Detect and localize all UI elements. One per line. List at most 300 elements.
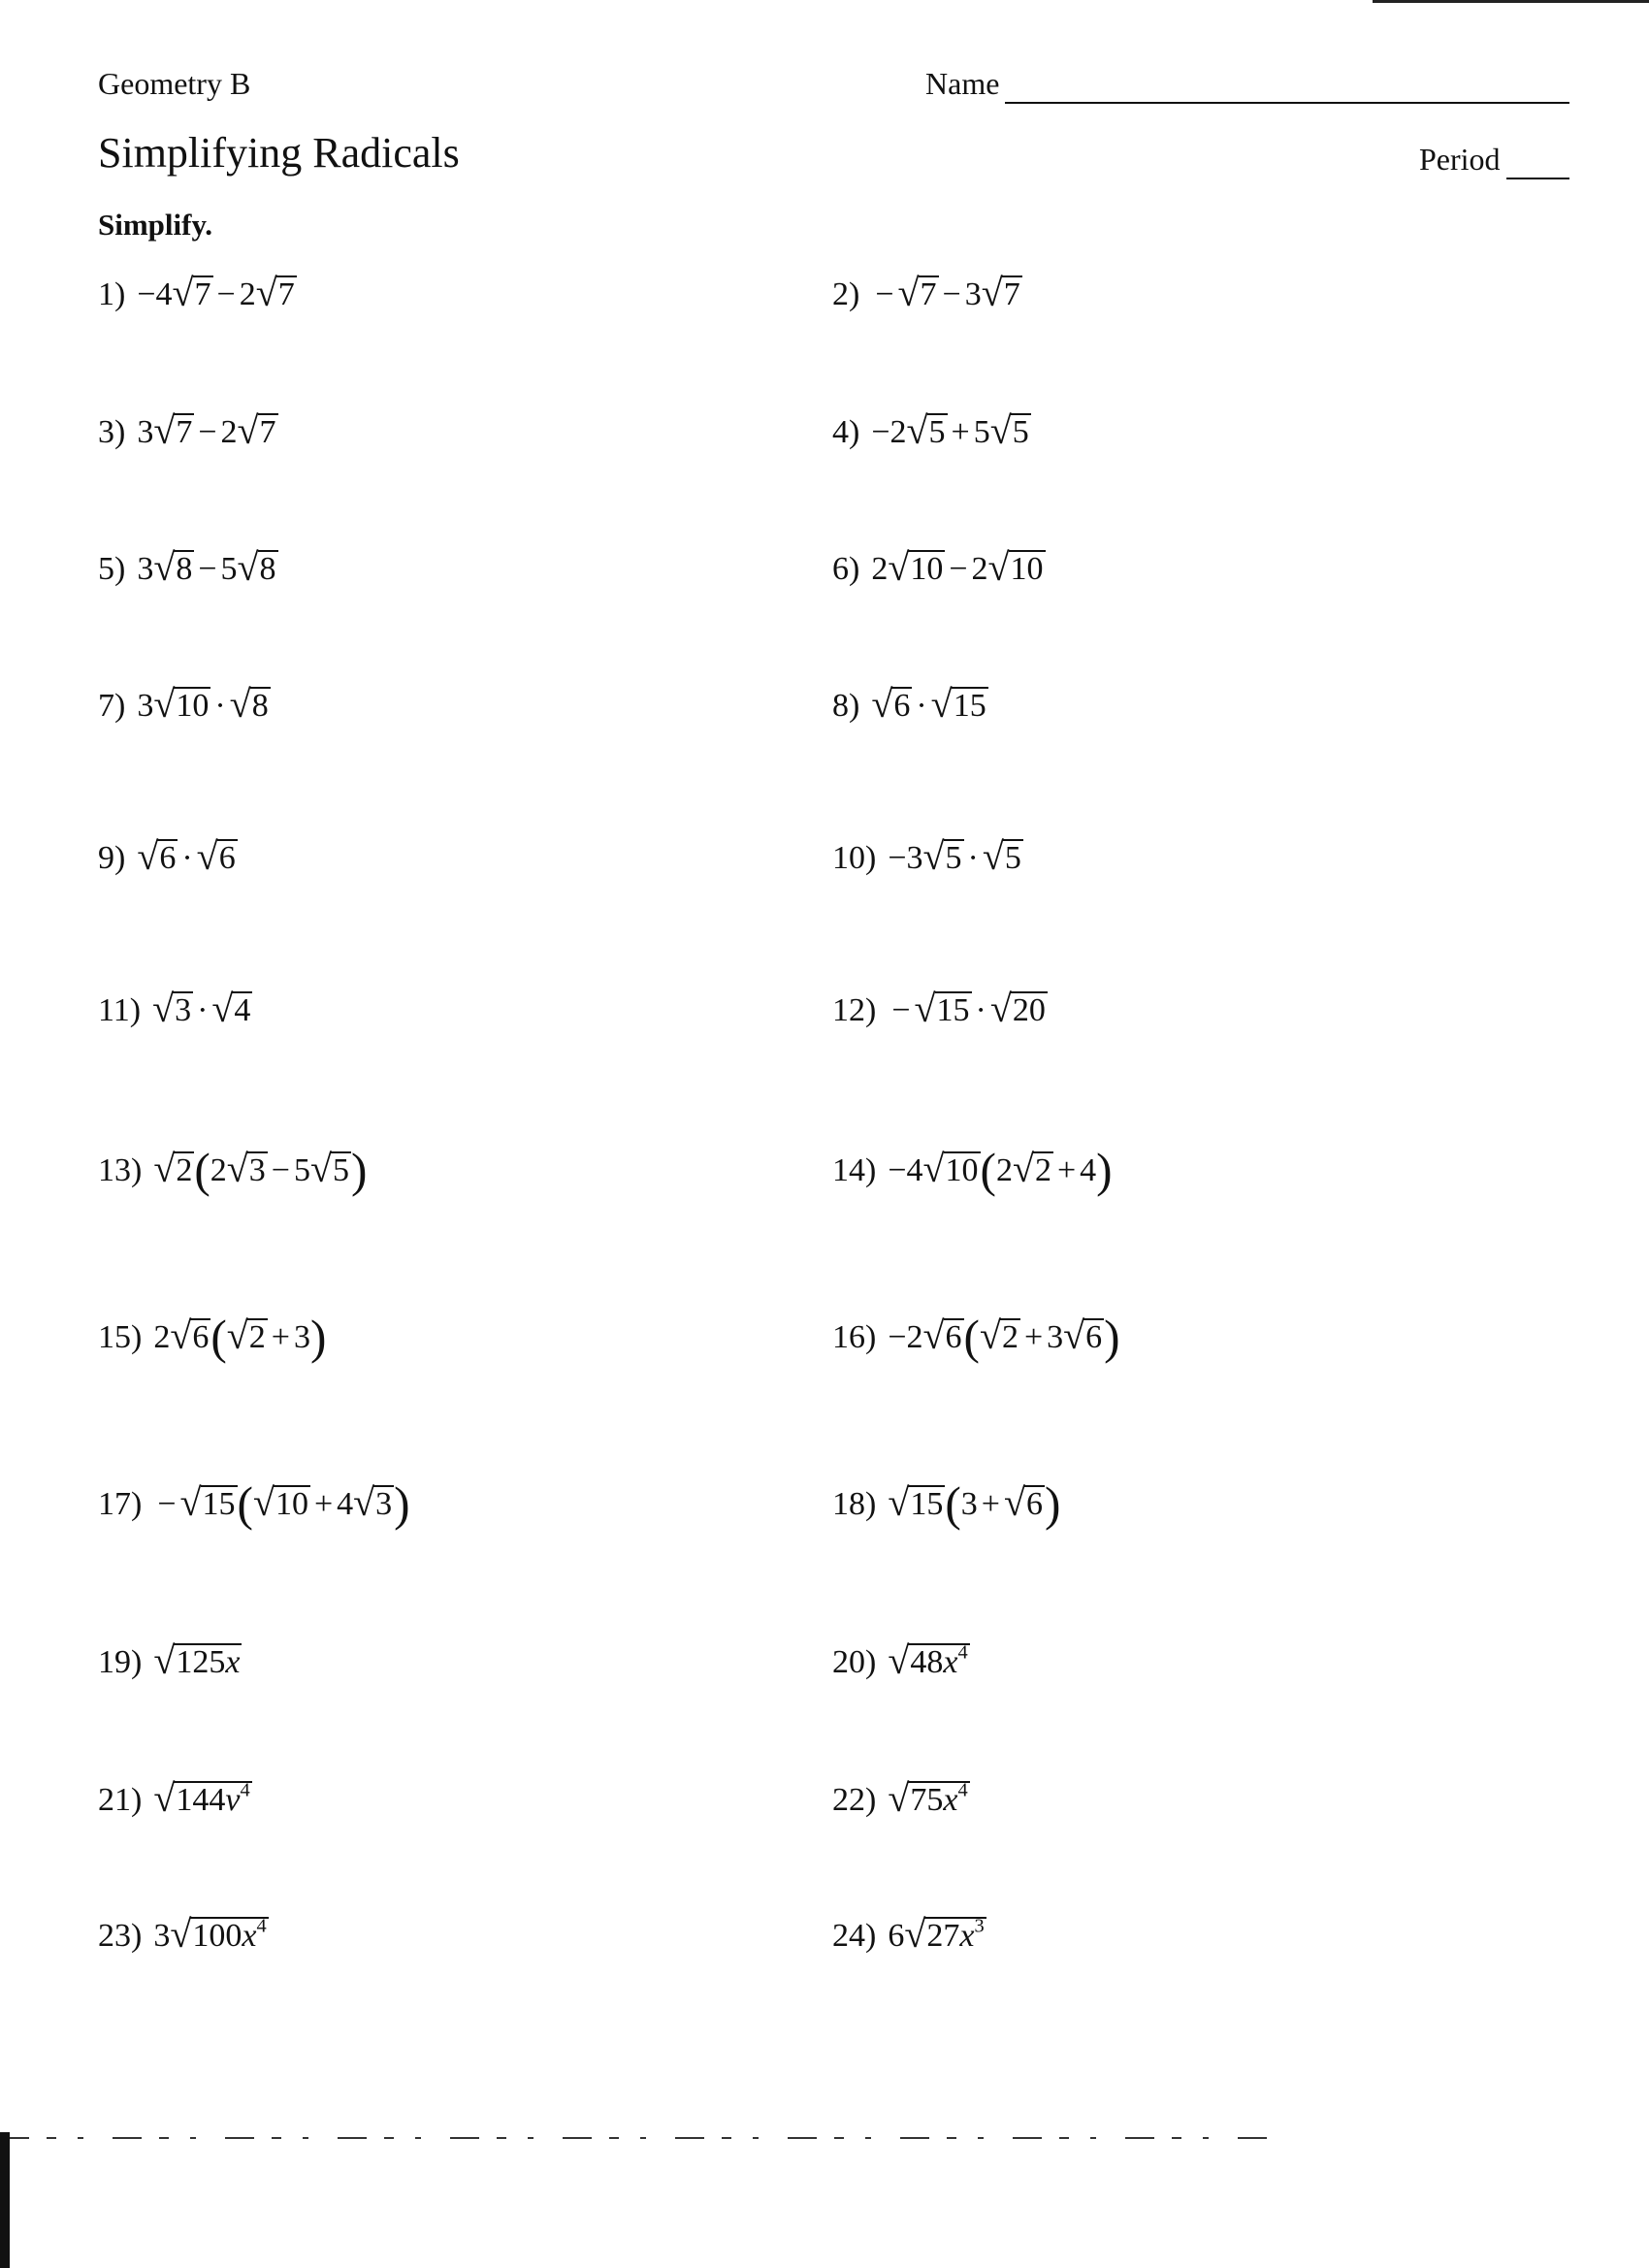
radical <box>170 1314 210 1357</box>
radical-sign-icon: √ <box>170 1912 192 1956</box>
radicand <box>952 687 988 724</box>
radicand <box>274 1485 310 1522</box>
radicand-number: 6 <box>1025 1486 1043 1523</box>
radical-sign-icon: √ <box>871 682 893 726</box>
problem-number: 7) <box>98 688 126 725</box>
problem-17 <box>98 1478 410 1531</box>
radical <box>153 683 210 726</box>
radicand <box>935 991 972 1028</box>
period-field-line[interactable] <box>1506 178 1569 179</box>
radical-sign-icon: √ <box>170 1312 192 1357</box>
problem-5 <box>98 546 278 589</box>
radicand <box>201 1485 238 1522</box>
radical <box>227 1314 268 1357</box>
radicand <box>927 413 948 450</box>
radical-sign-icon: √ <box>153 408 176 452</box>
radicand <box>276 275 297 312</box>
radicand <box>250 687 271 724</box>
radical <box>923 1148 981 1190</box>
radicand <box>924 1917 986 1954</box>
problem-number: 9) <box>98 840 126 877</box>
problem-1 <box>98 272 297 314</box>
problem-14 <box>832 1145 1113 1197</box>
radical-sign-icon: √ <box>237 545 259 589</box>
coefficient: 3 <box>964 276 982 313</box>
parenthesis: ) <box>309 1311 327 1364</box>
radical <box>153 546 194 589</box>
coefficient: 3 <box>1047 1319 1064 1356</box>
radicand <box>174 550 194 587</box>
radicand <box>1083 1318 1104 1355</box>
radical-sign-icon: √ <box>930 682 953 726</box>
problem-number: 21) <box>98 1782 143 1819</box>
radical <box>137 835 178 878</box>
exponent: 4 <box>256 1915 267 1937</box>
radical <box>980 1314 1020 1357</box>
radical-sign-icon: √ <box>196 834 218 878</box>
problem-number: 18) <box>832 1486 877 1523</box>
radicand-number: 15 <box>910 1486 944 1523</box>
radicand-number: 4 <box>234 992 251 1029</box>
radical-sign-icon: √ <box>353 1479 375 1524</box>
exponent: 4 <box>957 1779 968 1801</box>
problem-number: 13) <box>98 1152 143 1189</box>
problem-4 <box>832 409 1031 452</box>
coefficient: 3 <box>137 688 154 725</box>
radicand-number: 8 <box>176 551 193 588</box>
coefficient: 2 <box>971 551 988 588</box>
radicand-number: 27 <box>926 1918 960 1955</box>
problem-6 <box>832 546 1046 589</box>
radical-sign-icon: √ <box>179 1479 202 1524</box>
coefficient: −3 <box>888 840 923 877</box>
radicand-number: 7 <box>920 276 937 313</box>
radicand <box>944 839 964 876</box>
problem-13 <box>98 1145 367 1197</box>
parenthesis: ) <box>1096 1144 1113 1197</box>
radicand-variable: v <box>225 1782 241 1819</box>
radicand <box>1024 1485 1045 1522</box>
radicand <box>174 1643 242 1680</box>
coefficient: 5 <box>293 1152 310 1189</box>
operator: − <box>271 1152 290 1189</box>
operator: − <box>949 551 968 588</box>
radical-sign-icon: √ <box>981 271 1003 314</box>
parenthesis: ( <box>980 1144 996 1197</box>
parenthesis: ) <box>1104 1311 1120 1364</box>
parenthesis: ( <box>945 1477 961 1531</box>
radical <box>982 272 1022 314</box>
radicand <box>190 1917 268 1954</box>
exponent: 3 <box>974 1915 985 1937</box>
radical <box>152 988 193 1030</box>
radicand-number: 2 <box>1034 1152 1051 1189</box>
radicand <box>1000 1318 1020 1355</box>
radicand-number: 5 <box>1004 840 1021 877</box>
radical-sign-icon: √ <box>904 1912 926 1956</box>
radicand-number: 8 <box>259 551 276 588</box>
coefficient: 2 <box>871 551 889 588</box>
coefficient: 3 <box>960 1486 978 1523</box>
radical <box>253 1481 310 1524</box>
radical <box>1004 1481 1045 1524</box>
radicand <box>1011 413 1031 450</box>
radical <box>227 1148 268 1190</box>
radical-sign-icon: √ <box>153 682 176 726</box>
operator: · <box>975 992 986 1029</box>
radical-sign-icon: √ <box>989 987 1012 1030</box>
radicand-number: 7 <box>277 276 295 313</box>
radicand-number: 7 <box>259 414 276 451</box>
problem-number: 16) <box>832 1319 877 1356</box>
coefficient: 3 <box>153 1918 171 1955</box>
operator: − <box>216 276 236 313</box>
radical <box>915 988 972 1030</box>
coefficient: 2 <box>995 1152 1013 1189</box>
operator: · <box>916 688 927 725</box>
coefficient: −2 <box>871 414 907 451</box>
problem-number: 23) <box>98 1918 143 1955</box>
problem-number: 19) <box>98 1644 143 1681</box>
coefficient: 3 <box>293 1319 310 1356</box>
radical <box>153 409 194 452</box>
exponent: 4 <box>957 1641 968 1664</box>
radicand-number: 5 <box>928 414 946 451</box>
radical-sign-icon: √ <box>152 987 175 1030</box>
radical-sign-icon: √ <box>982 834 1004 878</box>
problem-19 <box>98 1639 242 1682</box>
radical <box>888 546 945 589</box>
parenthesis: ) <box>350 1144 368 1197</box>
radicand-number: 10 <box>910 551 944 588</box>
radicand-number: 6 <box>192 1319 210 1356</box>
operator: − <box>157 1486 177 1523</box>
radical <box>256 272 297 314</box>
radical <box>1013 1148 1053 1190</box>
problem-number: 17) <box>98 1486 143 1523</box>
radicand-number: 7 <box>194 276 211 313</box>
parenthesis: ( <box>194 1144 210 1197</box>
coefficient: 4 <box>337 1486 354 1523</box>
radical-sign-icon: √ <box>226 1146 248 1190</box>
radicand-number: 7 <box>1003 276 1020 313</box>
radical-sign-icon: √ <box>1003 1479 1025 1524</box>
radicand <box>919 275 939 312</box>
radicand <box>944 1151 981 1188</box>
radicand-number: 7 <box>176 414 193 451</box>
parenthesis: ) <box>394 1477 410 1531</box>
radicand-variable: x <box>242 1918 257 1955</box>
problem-number: 22) <box>832 1782 877 1819</box>
radicand <box>908 550 945 587</box>
problem-number: 2) <box>832 276 860 313</box>
radical <box>353 1481 394 1524</box>
radical <box>1063 1314 1104 1357</box>
radical <box>238 546 278 589</box>
radical <box>931 683 988 726</box>
radical <box>310 1148 351 1190</box>
radical <box>888 1777 969 1820</box>
radical-sign-icon: √ <box>914 987 936 1030</box>
radicand <box>174 413 194 450</box>
radical-sign-icon: √ <box>888 1638 910 1682</box>
radicand-number: 5 <box>945 840 962 877</box>
radical <box>238 409 278 452</box>
period-label: Period <box>1419 142 1501 177</box>
problem-3 <box>98 409 278 452</box>
radicand <box>174 1151 194 1188</box>
course-name: Geometry B <box>98 66 251 101</box>
radical-sign-icon: √ <box>229 682 251 726</box>
problem-number: 24) <box>832 1918 877 1955</box>
radical-sign-icon: √ <box>989 408 1012 452</box>
problem-number: 12) <box>832 992 877 1029</box>
radicand-number: 6 <box>945 1319 962 1356</box>
radicand <box>891 687 912 724</box>
radical-sign-icon: √ <box>153 545 176 589</box>
problem-number: 4) <box>832 414 860 451</box>
worksheet-title: Simplifying Radicals <box>98 129 460 177</box>
radical-sign-icon: √ <box>888 545 910 589</box>
radicand <box>944 1318 964 1355</box>
radicand-number: 125 <box>176 1644 226 1681</box>
radical <box>197 835 238 878</box>
coefficient: 3 <box>137 414 154 451</box>
coefficient: 6 <box>888 1918 905 1955</box>
problem-15 <box>98 1312 326 1364</box>
radicand-number: 15 <box>936 992 970 1029</box>
radicand <box>258 413 278 450</box>
coefficient: 5 <box>973 414 990 451</box>
radicand-number: 144 <box>176 1782 226 1819</box>
coefficient: 5 <box>220 551 238 588</box>
radical <box>898 272 939 314</box>
problem-24 <box>832 1913 986 1956</box>
operator: + <box>981 1486 1000 1523</box>
radicand <box>908 1643 969 1680</box>
coefficient: −2 <box>888 1319 923 1356</box>
radicand <box>174 687 210 724</box>
radical-sign-icon: √ <box>888 1776 910 1820</box>
parenthesis: ) <box>1044 1477 1061 1531</box>
radicand <box>258 550 278 587</box>
radicand-number: 2 <box>176 1152 193 1189</box>
radicand <box>173 991 193 1028</box>
radicand-variable: x <box>959 1918 975 1955</box>
radical <box>170 1913 268 1956</box>
radical-sign-icon: √ <box>255 271 277 314</box>
problem-12 <box>832 988 1048 1030</box>
name-label: Name <box>925 66 1000 101</box>
radical <box>211 988 252 1030</box>
radical-sign-icon: √ <box>237 408 259 452</box>
radicand-number: 6 <box>893 688 911 725</box>
radicand-number: 6 <box>218 840 236 877</box>
radical-sign-icon: √ <box>897 271 920 314</box>
radicand <box>908 1781 969 1818</box>
coefficient: −4 <box>888 1152 923 1189</box>
radicand-number: 6 <box>1085 1319 1103 1356</box>
radicand-number: 20 <box>1012 992 1046 1029</box>
problem-2 <box>832 272 1022 314</box>
radicand-number: 100 <box>192 1918 242 1955</box>
problem-11 <box>98 988 252 1030</box>
coefficient: 2 <box>153 1319 171 1356</box>
problem-number: 8) <box>832 688 860 725</box>
radicand-number: 48 <box>910 1644 944 1681</box>
operator: − <box>891 992 911 1029</box>
operator: + <box>271 1319 290 1356</box>
radicand-number: 10 <box>275 1486 308 1523</box>
radical-sign-icon: √ <box>1063 1312 1085 1357</box>
scan-artifact-line <box>0 2135 1649 2141</box>
scan-edge-left <box>0 2132 10 2268</box>
radicand-number: 3 <box>375 1486 393 1523</box>
radicand-number: 8 <box>251 688 269 725</box>
radical-sign-icon: √ <box>922 1146 945 1190</box>
problem-number: 11) <box>98 992 142 1029</box>
operator: · <box>214 688 226 725</box>
operator: − <box>942 276 961 313</box>
radicand-number: 6 <box>159 840 177 877</box>
problem-8 <box>832 683 988 726</box>
operator: + <box>313 1486 334 1523</box>
radical <box>871 683 912 726</box>
problem-7 <box>98 683 271 726</box>
radical <box>990 988 1048 1030</box>
problem-number: 5) <box>98 551 126 588</box>
radical-sign-icon: √ <box>172 271 194 314</box>
operator: · <box>197 992 209 1029</box>
radicand <box>247 1151 268 1188</box>
coefficient: 3 <box>137 551 154 588</box>
exponent: 4 <box>240 1779 250 1801</box>
radicand <box>331 1151 351 1188</box>
operator: · <box>967 840 979 877</box>
radical <box>888 1481 945 1524</box>
radical <box>153 1777 251 1820</box>
problem-21 <box>98 1777 252 1820</box>
radicand <box>1033 1151 1053 1188</box>
instructions: Simplify. <box>98 208 213 242</box>
operator: + <box>951 414 970 451</box>
radical-sign-icon: √ <box>153 1638 176 1682</box>
radicand-number: 2 <box>1001 1319 1018 1356</box>
problem-number: 20) <box>832 1644 877 1681</box>
problem-number: 14) <box>832 1152 877 1189</box>
radicand-number: 15 <box>953 688 986 725</box>
coefficient: 2 <box>220 414 238 451</box>
coefficient: 2 <box>239 276 256 313</box>
radicand-number: 2 <box>248 1319 266 1356</box>
radical <box>153 1148 194 1190</box>
radicand-number: 15 <box>202 1486 236 1523</box>
radicand <box>232 991 252 1028</box>
radical-sign-icon: √ <box>137 834 159 878</box>
radicand <box>1011 991 1048 1028</box>
parenthesis: ( <box>210 1311 227 1364</box>
problem-10 <box>832 835 1023 878</box>
radical <box>923 835 964 878</box>
radicand <box>373 1485 394 1522</box>
radicand <box>190 1318 210 1355</box>
radical <box>904 1913 986 1956</box>
radicand <box>174 1781 251 1818</box>
radical <box>173 272 213 314</box>
problem-9 <box>98 835 238 878</box>
operator: + <box>1023 1319 1044 1356</box>
radicand <box>157 839 178 876</box>
radical-sign-icon: √ <box>153 1146 176 1190</box>
radical <box>988 546 1046 589</box>
radical-sign-icon: √ <box>979 1312 1001 1357</box>
problem-number: 1) <box>98 276 126 313</box>
radicand <box>1003 839 1023 876</box>
problem-number: 10) <box>832 840 877 877</box>
radicand <box>1002 275 1022 312</box>
radicand <box>247 1318 268 1355</box>
operator: − <box>198 414 217 451</box>
parenthesis: ( <box>237 1477 253 1531</box>
radicand-number: 5 <box>1012 414 1029 451</box>
radicand-number: 3 <box>248 1152 266 1189</box>
problem-18 <box>832 1478 1060 1531</box>
radicand-variable: x <box>943 1782 958 1819</box>
problem-number: 15) <box>98 1319 143 1356</box>
scan-edge-top <box>1373 0 1649 3</box>
radicand <box>1009 550 1046 587</box>
coefficient: 2 <box>210 1152 227 1189</box>
radical <box>990 409 1031 452</box>
coefficient: 4 <box>1080 1152 1097 1189</box>
radical <box>907 409 948 452</box>
operator: + <box>1056 1152 1077 1189</box>
radical <box>983 835 1023 878</box>
radicand-number: 10 <box>945 1152 979 1189</box>
problem-number: 3) <box>98 414 126 451</box>
radical <box>153 1639 242 1682</box>
radical-sign-icon: √ <box>153 1776 176 1820</box>
radical-sign-icon: √ <box>211 987 234 1030</box>
radicand-number: 5 <box>332 1152 349 1189</box>
radical-sign-icon: √ <box>226 1312 248 1357</box>
radical <box>923 1314 964 1357</box>
radical-sign-icon: √ <box>922 1312 945 1357</box>
radicand <box>193 275 213 312</box>
radical-sign-icon: √ <box>252 1479 275 1524</box>
radical <box>230 683 271 726</box>
name-field-line[interactable] <box>1005 102 1569 104</box>
problem-23 <box>98 1913 269 1956</box>
radical-sign-icon: √ <box>987 545 1010 589</box>
radical <box>888 1639 969 1682</box>
radicand-number: 3 <box>175 992 192 1029</box>
radical-sign-icon: √ <box>888 1479 910 1524</box>
problem-20 <box>832 1639 970 1682</box>
radical-sign-icon: √ <box>922 834 945 878</box>
operator: − <box>875 276 894 313</box>
radicand <box>217 839 238 876</box>
problem-number: 6) <box>832 551 860 588</box>
radicand-number: 10 <box>1010 551 1044 588</box>
radicand <box>908 1485 945 1522</box>
radical-sign-icon: √ <box>906 408 928 452</box>
coefficient: −4 <box>137 276 173 313</box>
operator: − <box>198 551 217 588</box>
problem-16 <box>832 1312 1120 1364</box>
problem-22 <box>832 1777 970 1820</box>
radical-sign-icon: √ <box>1012 1146 1034 1190</box>
